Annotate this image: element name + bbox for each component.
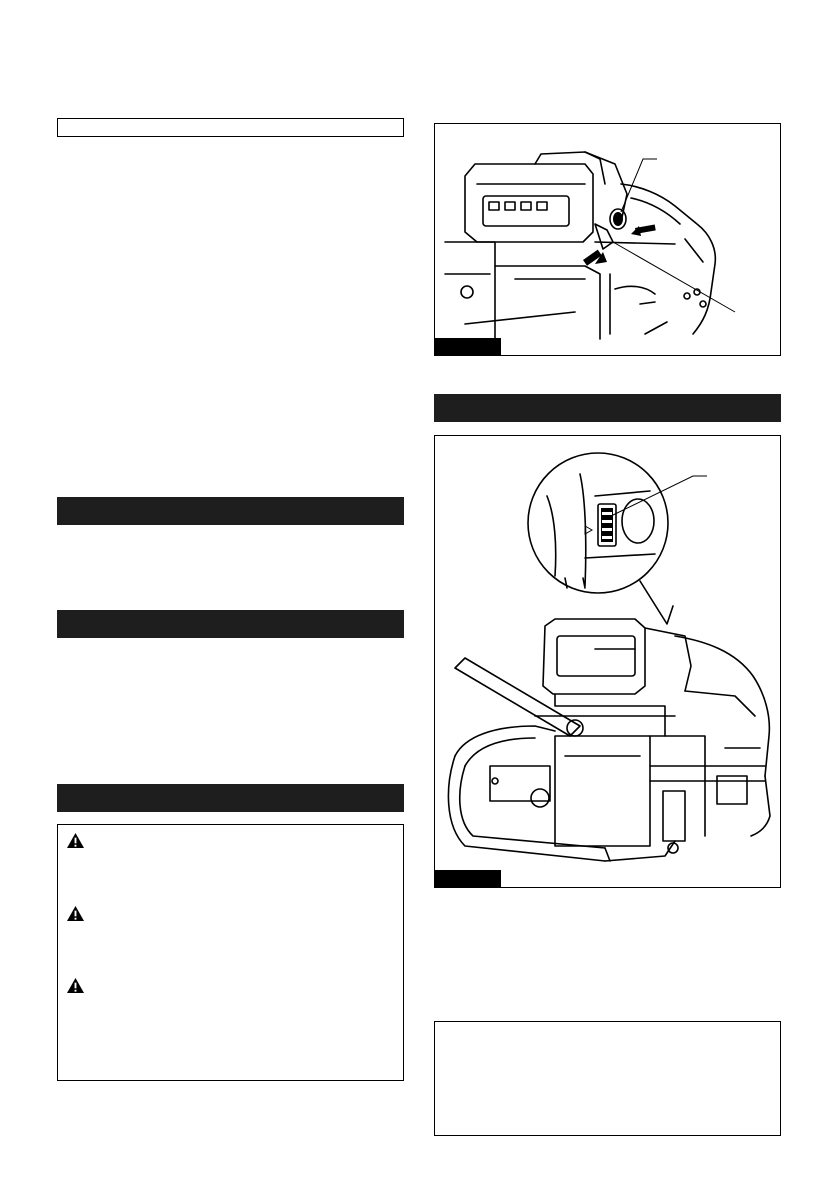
section-bar-2	[57, 610, 404, 638]
warning-box	[57, 824, 404, 1081]
warning-item-1	[66, 832, 396, 892]
figure-2-tab	[434, 870, 501, 888]
warning-triangle-icon	[66, 905, 85, 922]
figure-1-tab	[434, 338, 501, 356]
warning-triangle-icon	[66, 832, 85, 849]
warning-triangle-icon	[66, 977, 85, 994]
figure-2-frame	[434, 435, 781, 888]
figure-1-frame	[434, 123, 781, 356]
section-bar-3	[57, 784, 404, 812]
warning-item-3	[66, 977, 396, 1067]
note-box	[434, 1021, 781, 1136]
bordered-heading-box	[57, 118, 404, 137]
band-saw-switch-illustration	[435, 436, 779, 886]
battery-release-illustration	[435, 124, 779, 354]
warning-item-2	[66, 905, 396, 965]
section-bar-right	[434, 394, 781, 422]
section-bar-1	[57, 497, 404, 525]
